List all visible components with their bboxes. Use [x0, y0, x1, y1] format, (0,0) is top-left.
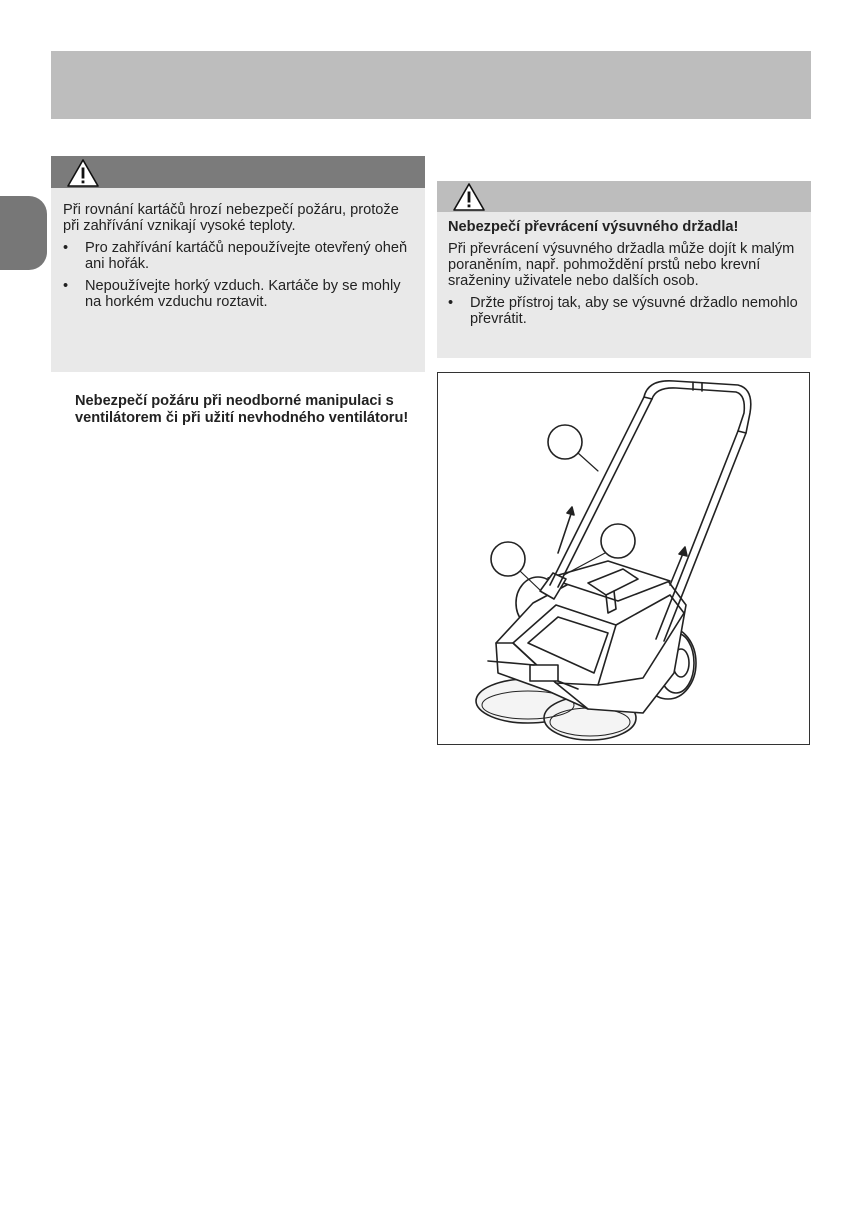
list-item-text: Pro zahřívání kartáčů nepoužívejte otevřený oheň ani hořák. [85, 240, 408, 272]
warning-list [448, 295, 804, 327]
sweeper-figure [437, 372, 810, 745]
list-item [63, 278, 418, 310]
warning-header [437, 181, 811, 212]
sweeper-illustration [438, 373, 809, 744]
bullet-icon: • [63, 240, 69, 256]
bullet-icon: • [63, 278, 69, 294]
bullet-icon: • [448, 295, 454, 311]
chapter-header-bar [51, 51, 811, 119]
list-item [63, 240, 418, 272]
warning-list [63, 240, 418, 310]
fire-hazard-warning [51, 156, 425, 426]
warning-text: Při rovnání kartáčů hrozí nebezpečí požáru, protože při zahřívání vznikají vysoké teploty. [63, 202, 399, 234]
chapter-side-tab [0, 196, 47, 270]
warning-triangle-icon [452, 182, 486, 212]
handle-tipping-warning [437, 181, 811, 358]
list-item-text: Nepoužívejte horký vzduch. Kartáče by se mohly na horkém vzduchu roztavit. [85, 278, 401, 310]
list-item [448, 295, 804, 327]
warning-text: Při převrácení výsuvného držadla může dojít k malým poraněním, např. pohmoždění prstů nebo krevní sraženiny uživatele nebo dalších osob. [448, 241, 795, 289]
warning-triangle-icon [66, 158, 100, 188]
warning-title: Nebezpečí požáru při neodborné manipulaci s ventilátorem či při užití nevhodného ventilátoru! [75, 393, 409, 426]
list-item-text: Držte přístroj tak, aby se výsuvné držadlo nemohlo převrátit. [470, 295, 798, 327]
warning-title: Nebezpečí převrácení výsuvného držadla! [448, 219, 739, 235]
warning-header [51, 156, 425, 188]
